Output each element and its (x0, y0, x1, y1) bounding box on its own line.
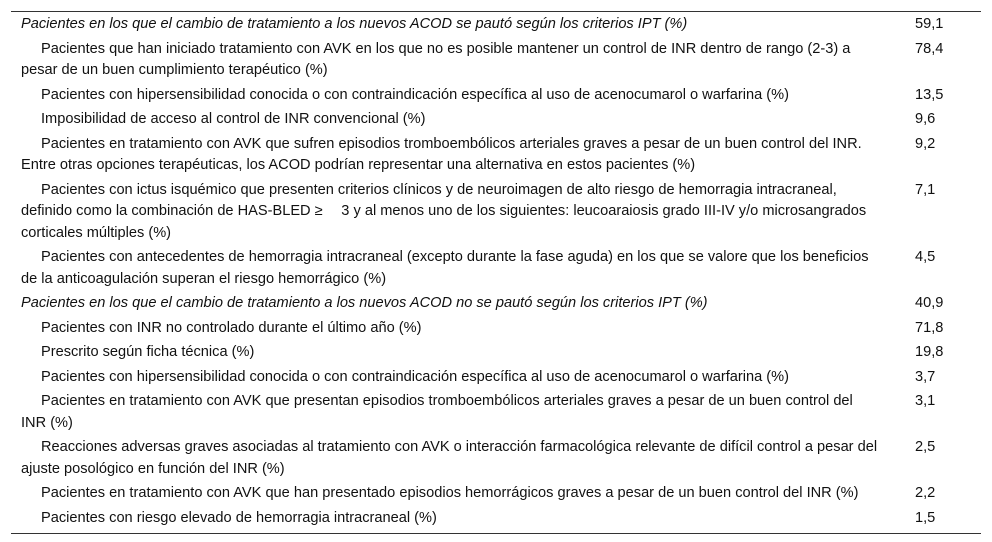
row-label: Pacientes que han iniciado tratamiento con AVK en los que no es posible mantener un control de INR dentro de rango (2-3) a pesar de un buen cumplimiento terapéutico (%) (21, 40, 851, 78)
row-value: 9,6 (915, 111, 936, 127)
table-row (11, 390, 981, 436)
row-value: 9,2 (915, 135, 936, 152)
table-row (11, 341, 981, 366)
table-row (11, 84, 981, 109)
row-label: Pacientes con INR no controlado durante el último año (%) (41, 319, 422, 336)
table-row (11, 179, 981, 247)
table-row (11, 317, 981, 342)
row-value: 2,5 (915, 439, 936, 455)
row-value: 13,5 (915, 86, 944, 103)
table-row (11, 366, 981, 391)
row-value: 4,5 (915, 249, 936, 265)
row-label: Pacientes en tratamiento con AVK que han presentado episodios hemorrágicos graves a pesar de un buen control del INR (%) (41, 485, 859, 501)
row-label: Pacientes con antecedentes de hemorragia intracraneal (excepto durante la fase aguda) en los que se valore que los beneficios de la anticoagulación superan el riesgo hemorrágico (%) (21, 249, 869, 287)
row-label: Pacientes con ictus isquémico que presenten criterios clínicos y de neuroimagen de alto riesgo de hemorragia intracraneal, definido como la combinación de HAS-BLED ≥ 3 y al menos uno de los siguientes: leucoaraiosis grado III-IV y/o microsangrados corticales múltiples (%) (21, 181, 867, 241)
group-label: Pacientes en los que el cambio de tratamiento a los nuevos ACOD no se pautó según los criterios IPT (%) (21, 295, 708, 311)
group-row-ipt (11, 12, 981, 38)
row-value: 3,1 (915, 393, 936, 409)
row-value: 78,4 (915, 40, 944, 57)
row-value: 19,8 (915, 344, 944, 360)
group-value: 59,1 (915, 16, 944, 32)
row-label: Pacientes con hipersensibilidad conocida o con contraindicación específica al uso de acenocumarol o warfarina (%) (41, 368, 789, 385)
criteria-table (11, 11, 981, 534)
row-value: 3,7 (915, 368, 936, 385)
table-row (11, 133, 981, 179)
row-label: Pacientes en tratamiento con AVK que presentan episodios tromboembólicos arteriales graves a pesar de un buen control del INR (%) (21, 393, 853, 431)
table-row (11, 246, 981, 292)
row-value: 71,8 (915, 319, 944, 336)
table-row (11, 436, 981, 482)
table-row (11, 507, 981, 534)
row-label: Prescrito según ficha técnica (%) (41, 344, 255, 360)
group-value: 40,9 (915, 295, 944, 311)
row-value: 2,2 (915, 485, 936, 501)
group-row-no-ipt (11, 292, 981, 317)
row-label: Reacciones adversas graves asociadas al tratamiento con AVK o interacción farmacológica relevante de difícil control a pesar del ajuste posológico en función del INR (%) (21, 439, 878, 477)
row-value: 1,5 (915, 509, 936, 526)
row-value: 7,1 (915, 181, 936, 198)
table-container (11, 11, 981, 534)
row-label: Imposibilidad de acceso al control de INR convencional (%) (41, 111, 426, 127)
table-row (11, 482, 981, 507)
group-label: Pacientes en los que el cambio de tratamiento a los nuevos ACOD se pautó según los criterios IPT (%) (21, 16, 688, 32)
row-label: Pacientes con riesgo elevado de hemorragia intracraneal (%) (41, 509, 437, 526)
row-label: Pacientes con hipersensibilidad conocida o con contraindicación específica al uso de acenocumarol o warfarina (%) (41, 86, 789, 103)
table-row (11, 108, 981, 133)
table-row (11, 38, 981, 84)
row-label: Pacientes en tratamiento con AVK que sufren episodios tromboembólicos arteriales graves a pesar de un buen control del INR. Entre otras opciones terapéuticas, los ACOD podrían representar una alternativa en estos pacientes (%) (21, 135, 862, 173)
